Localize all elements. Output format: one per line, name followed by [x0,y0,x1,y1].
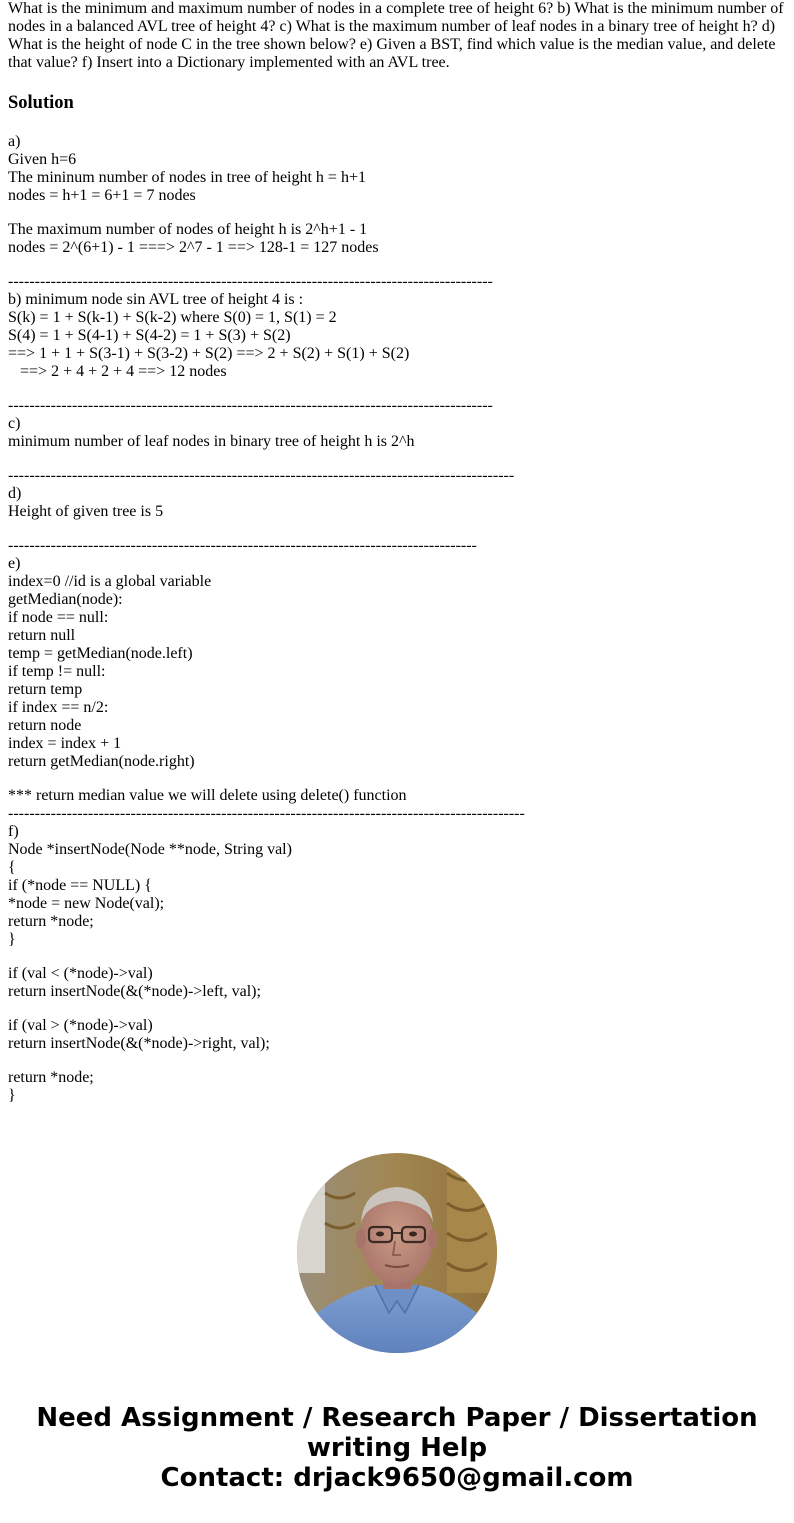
solution-line: ------------------------------------------------------------------------------------------- [8,397,493,414]
blank-line [8,205,788,221]
solution-line: if node == null: [8,609,109,626]
solution-line: nodes = 2^(6+1) - 1 ===> 2^7 - 1 ==> 128-1 = 127 nodes [8,239,379,256]
solution-line: temp = getMedian(node.left) [8,645,193,662]
solution-line: { [8,859,16,876]
solution-line: return *node; [8,1069,94,1086]
solution-line: Node *insertNode(Node **node, String val) [8,841,292,858]
footer-line-3: Contact: drjack9650@gmail.com [160,1463,634,1493]
solution-line: index = index + 1 [8,735,122,752]
solution-line: S(k) = 1 + S(k-1) + S(k-2) where S(0) = 1, S(1) = 2 [8,309,337,326]
solution-line: ---------------------------------------------------------------------------------------- [8,537,477,554]
solution-line: Given h=6 [8,151,77,168]
solution-line: a) [8,133,21,150]
solution-line: return *node; [8,913,94,930]
solution-line: if index == n/2: [8,699,109,716]
solution-line: return null [8,627,76,644]
solution-line: minimum number of leaf nodes in binary tree of height h is 2^h [8,433,415,450]
solution-line: if (val < (*node)->val) [8,965,153,982]
solution-heading: Solution [8,93,74,113]
solution-line: S(4) = 1 + S(4-1) + S(4-2) = 1 + S(3) + S(2) [8,327,291,344]
portrait-image [297,1153,497,1353]
solution-line: if (*node == NULL) { [8,877,152,894]
blank-line [8,771,788,787]
solution-line: ==> 1 + 1 + S(3-1) + S(3-2) + S(2) ==> 2 + S(2) + S(1) + S(2) [8,345,410,362]
solution-line: } [8,931,16,948]
footer-line-2: writing Help [306,1433,488,1463]
question-text: What is the minimum and maximum number of nodes in a complete tree of height 6? b) What is the minimum number of nodes in a balanced AVL tree of height 4? c) What is the maximum number of leaf nodes in a binary tree of height h? d) What is the height of node C in the tree shown below? e) Given a BST, find which value is the median value, and delete that value? f) Insert into a Dictionary implemented with an AVL tree. [8,0,784,71]
solution-line: c) [8,415,21,432]
blank-line [8,1001,788,1017]
solution-line: return node [8,717,82,734]
solution-line: e) [8,555,21,572]
solution-line: b) minimum node sin AVL tree of height 4 is : [8,291,304,308]
solution-line: getMedian(node): [8,591,123,608]
footer-advert [0,1403,794,1493]
blank-line [8,451,788,467]
blank-line [8,949,788,965]
solution-line: nodes = h+1 = 6+1 = 7 nodes [8,187,196,204]
solution-line: The mininum number of nodes in tree of height h = h+1 [8,169,366,186]
document-body [8,0,788,1105]
solution-line: return getMedian(node.right) [8,753,195,770]
solution-line: ----------------------------------------------------------------------------------------------- [8,467,515,484]
solution-line: index=0 //id is a global variable [8,573,212,590]
solution-line: *** return median value we will delete using delete() function [8,787,407,804]
solution-line: return temp [8,681,83,698]
solution-line: ------------------------------------------------------------------------------------------- [8,273,493,290]
solution-line: return insertNode(&(*node)->left, val); [8,983,261,1000]
solution-body [8,133,788,1105]
blank-line [8,381,788,397]
blank-line [8,257,788,273]
solution-line: if temp != null: [8,663,106,680]
footer-line-1: Need Assignment / Research Paper / Dissertation [36,1403,758,1433]
blank-line [8,521,788,537]
solution-line: if (val > (*node)->val) [8,1017,153,1034]
solution-line: f) [8,823,19,840]
author-photo [297,1153,497,1353]
solution-line: The maximum number of nodes of height h is 2^h+1 - 1 [8,221,368,238]
solution-line: ==> 2 + 4 + 2 + 4 ==> 12 nodes [8,363,227,380]
blank-line [8,1053,788,1069]
solution-line: *node = new Node(val); [8,895,165,912]
solution-line: Height of given tree is 5 [8,503,164,520]
solution-line: ------------------------------------------------------------------------------------------------- [8,805,525,822]
solution-line: return insertNode(&(*node)->right, val); [8,1035,270,1052]
solution-line: d) [8,485,22,502]
solution-line: } [8,1087,16,1104]
